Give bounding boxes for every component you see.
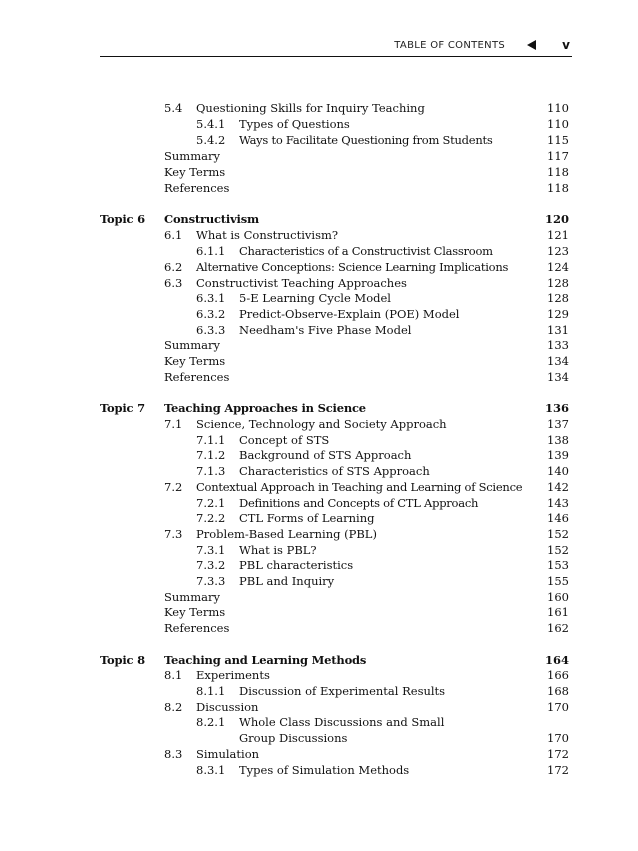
page-number: 140 bbox=[547, 464, 569, 478]
section-title: Questioning Skills for Inquiry Teaching bbox=[196, 101, 425, 115]
page-number: 170 bbox=[547, 731, 569, 745]
toc-subsection-row bbox=[0, 762, 638, 778]
toc-subsection-row bbox=[0, 322, 638, 338]
page-number: 118 bbox=[547, 165, 569, 179]
toc-section-row bbox=[0, 275, 638, 291]
subsection-number: 7.3.3 bbox=[196, 574, 226, 588]
toc-subsection-row bbox=[0, 306, 638, 322]
subsection-number: 7.1.2 bbox=[196, 448, 226, 462]
subsection-title: Predict-Observe-Explain (POE) Model bbox=[239, 307, 460, 321]
entry-title: Key Terms bbox=[164, 605, 226, 619]
page-number: 136 bbox=[544, 401, 569, 415]
page-number: 138 bbox=[547, 433, 569, 447]
page-number: 142 bbox=[547, 480, 569, 494]
toc-subsection-row bbox=[0, 290, 638, 306]
page-number: 170 bbox=[547, 700, 569, 714]
subsection-title: Concept of STS bbox=[239, 433, 330, 447]
subsection-title: Characteristics of STS Approach bbox=[239, 464, 430, 478]
left-triangle-icon bbox=[527, 40, 536, 50]
subsection-number: 7.2.2 bbox=[196, 511, 226, 525]
toc-section-row bbox=[0, 416, 638, 432]
page-number: 124 bbox=[547, 260, 569, 274]
header-page-number: v bbox=[562, 38, 570, 52]
toc-summary-row bbox=[0, 337, 638, 353]
topic-title: Teaching Approaches in Science bbox=[164, 401, 366, 415]
topic-label: Topic 8 bbox=[100, 653, 145, 667]
toc-topic-row bbox=[0, 652, 638, 668]
toc-section-row bbox=[0, 479, 638, 495]
section-title: Science, Technology and Society Approach bbox=[196, 417, 447, 431]
page-number: 146 bbox=[547, 511, 569, 525]
subsection-number: 7.3.1 bbox=[196, 543, 226, 557]
toc-section-row bbox=[0, 227, 638, 243]
entry-title: Key Terms bbox=[164, 354, 226, 368]
page-number: 129 bbox=[547, 307, 569, 321]
toc-references-row bbox=[0, 369, 638, 385]
toc-key-terms-row bbox=[0, 164, 638, 180]
page-number: 155 bbox=[547, 574, 569, 588]
subsection-title: Discussion of Experimental Results bbox=[239, 684, 446, 698]
toc-subsection-row bbox=[0, 447, 638, 463]
page-number: 143 bbox=[547, 496, 569, 510]
subsection-title: Characteristics of a Constructivist Classroom bbox=[239, 244, 493, 258]
section-number: 7.1 bbox=[164, 417, 183, 431]
toc-section-row bbox=[0, 259, 638, 275]
subsection-number: 8.3.1 bbox=[196, 763, 226, 777]
subsection-title: PBL and Inquiry bbox=[239, 574, 335, 588]
topic-title: Teaching and Learning Methods bbox=[164, 653, 367, 667]
topic-label: Topic 6 bbox=[100, 212, 145, 226]
toc-subsection-row bbox=[0, 495, 638, 511]
subsection-title: Ways to Facilitate Questioning from Students bbox=[239, 133, 493, 147]
page-number: 161 bbox=[547, 605, 569, 619]
toc-summary-row bbox=[0, 589, 638, 605]
toc-subsection-row bbox=[0, 557, 638, 573]
toc-section-row bbox=[0, 667, 638, 683]
section-number: 8.2 bbox=[164, 700, 183, 714]
page-number: 172 bbox=[547, 747, 569, 761]
toc-section-row bbox=[0, 746, 638, 762]
page-number: 134 bbox=[547, 370, 569, 384]
toc-topic-row bbox=[0, 400, 638, 416]
subsection-title: 5-E Learning Cycle Model bbox=[239, 291, 391, 305]
toc-section-row bbox=[0, 699, 638, 715]
page-number: 164 bbox=[544, 653, 569, 667]
section-title: Experiments bbox=[196, 668, 270, 682]
page-number: 121 bbox=[547, 228, 569, 242]
page-number: 172 bbox=[547, 763, 569, 777]
subsection-number: 7.1.1 bbox=[196, 433, 226, 447]
subsection-title-continued: Group Discussions bbox=[239, 731, 348, 745]
toc-subsection-row bbox=[0, 116, 638, 132]
section-number: 8.1 bbox=[164, 668, 183, 682]
toc-key-terms-row bbox=[0, 353, 638, 369]
subsection-number: 6.1.1 bbox=[196, 244, 226, 258]
entry-title: Summary bbox=[164, 590, 220, 604]
subsection-title: CTL Forms of Learning bbox=[239, 511, 375, 525]
subsection-title: Definitions and Concepts of CTL Approach bbox=[239, 496, 479, 510]
header-rule bbox=[100, 56, 572, 57]
toc-subsection-row bbox=[0, 510, 638, 526]
section-number: 7.3 bbox=[164, 527, 183, 541]
page-number: 131 bbox=[547, 323, 569, 337]
subsection-title: Needham's Five Phase Model bbox=[239, 323, 412, 337]
toc-subsection-row bbox=[0, 714, 638, 730]
subsection-number: 6.3.2 bbox=[196, 307, 226, 321]
toc-section-row bbox=[0, 526, 638, 542]
toc-topic-row bbox=[0, 211, 638, 227]
section-title: Simulation bbox=[196, 747, 260, 761]
subsection-number: 7.1.3 bbox=[196, 464, 226, 478]
page-number: 123 bbox=[547, 244, 569, 258]
page-number: 153 bbox=[547, 558, 569, 572]
subsection-number: 6.3.3 bbox=[196, 323, 226, 337]
toc-references-row bbox=[0, 620, 638, 636]
toc-subsection-row bbox=[0, 463, 638, 479]
page-number: 115 bbox=[547, 133, 569, 147]
entry-title: Summary bbox=[164, 149, 220, 163]
page-number: 133 bbox=[547, 338, 569, 352]
toc-key-terms-row bbox=[0, 604, 638, 620]
page-number: 110 bbox=[547, 101, 569, 115]
subsection-number: 5.4.1 bbox=[196, 117, 226, 131]
subsection-title: PBL characteristics bbox=[239, 558, 354, 572]
section-number: 8.3 bbox=[164, 747, 183, 761]
topic-label: Topic 7 bbox=[100, 401, 145, 415]
toc-subsection-row bbox=[0, 243, 638, 259]
entry-title: References bbox=[164, 181, 230, 195]
page-number: 160 bbox=[547, 590, 569, 604]
subsection-title: Types of Questions bbox=[239, 117, 350, 131]
subsection-title: What is PBL? bbox=[239, 543, 317, 557]
subsection-title: Background of STS Approach bbox=[239, 448, 412, 462]
subsection-number: 7.3.2 bbox=[196, 558, 226, 572]
toc-subsection-row bbox=[0, 542, 638, 558]
subsection-title: Types of Simulation Methods bbox=[239, 763, 410, 777]
page-number: 110 bbox=[547, 117, 569, 131]
subsection-number: 7.2.1 bbox=[196, 496, 226, 510]
page-number: 128 bbox=[547, 276, 569, 290]
page-number: 152 bbox=[547, 543, 569, 557]
subsection-number: 8.1.1 bbox=[196, 684, 226, 698]
page-number: 162 bbox=[547, 621, 569, 635]
toc-summary-row bbox=[0, 148, 638, 164]
page-number: 120 bbox=[544, 212, 569, 226]
page-number: 134 bbox=[547, 354, 569, 368]
subsection-title: Whole Class Discussions and Small bbox=[239, 715, 445, 729]
entry-title: References bbox=[164, 621, 230, 635]
section-title: Discussion bbox=[196, 700, 259, 714]
topic-title: Constructivism bbox=[164, 212, 259, 226]
toc-subsection-continuation-row bbox=[0, 730, 638, 746]
toc-subsection-row bbox=[0, 132, 638, 148]
page-number: 118 bbox=[547, 181, 569, 195]
page-number: 137 bbox=[547, 417, 569, 431]
toc-subsection-row bbox=[0, 573, 638, 589]
section-title: Alternative Conceptions: Science Learning Implications bbox=[196, 260, 509, 274]
header-title: TABLE OF CONTENTS bbox=[394, 40, 505, 51]
entry-title: Summary bbox=[164, 338, 220, 352]
section-number: 6.1 bbox=[164, 228, 183, 242]
section-number: 5.4 bbox=[164, 101, 183, 115]
page-number: 152 bbox=[547, 527, 569, 541]
entry-title: Key Terms bbox=[164, 165, 226, 179]
section-title: What is Constructivism? bbox=[196, 228, 339, 242]
section-number: 6.3 bbox=[164, 276, 183, 290]
section-number: 7.2 bbox=[164, 480, 183, 494]
section-title: Contextual Approach in Teaching and Learning of Science bbox=[196, 480, 523, 494]
section-title: Constructivist Teaching Approaches bbox=[196, 276, 407, 290]
section-title: Problem-Based Learning (PBL) bbox=[196, 527, 377, 541]
entry-title: References bbox=[164, 370, 230, 384]
page-number: 166 bbox=[547, 668, 569, 682]
toc-references-row bbox=[0, 180, 638, 196]
toc-section-row bbox=[0, 100, 638, 116]
page-number: 128 bbox=[547, 291, 569, 305]
toc-subsection-row bbox=[0, 432, 638, 448]
page-number: 168 bbox=[547, 684, 569, 698]
section-number: 6.2 bbox=[164, 260, 183, 274]
page-number: 117 bbox=[547, 149, 569, 163]
toc-subsection-row bbox=[0, 683, 638, 699]
page-number: 139 bbox=[547, 448, 569, 462]
subsection-number: 6.3.1 bbox=[196, 291, 226, 305]
subsection-number: 5.4.2 bbox=[196, 133, 226, 147]
subsection-number: 8.2.1 bbox=[196, 715, 226, 729]
